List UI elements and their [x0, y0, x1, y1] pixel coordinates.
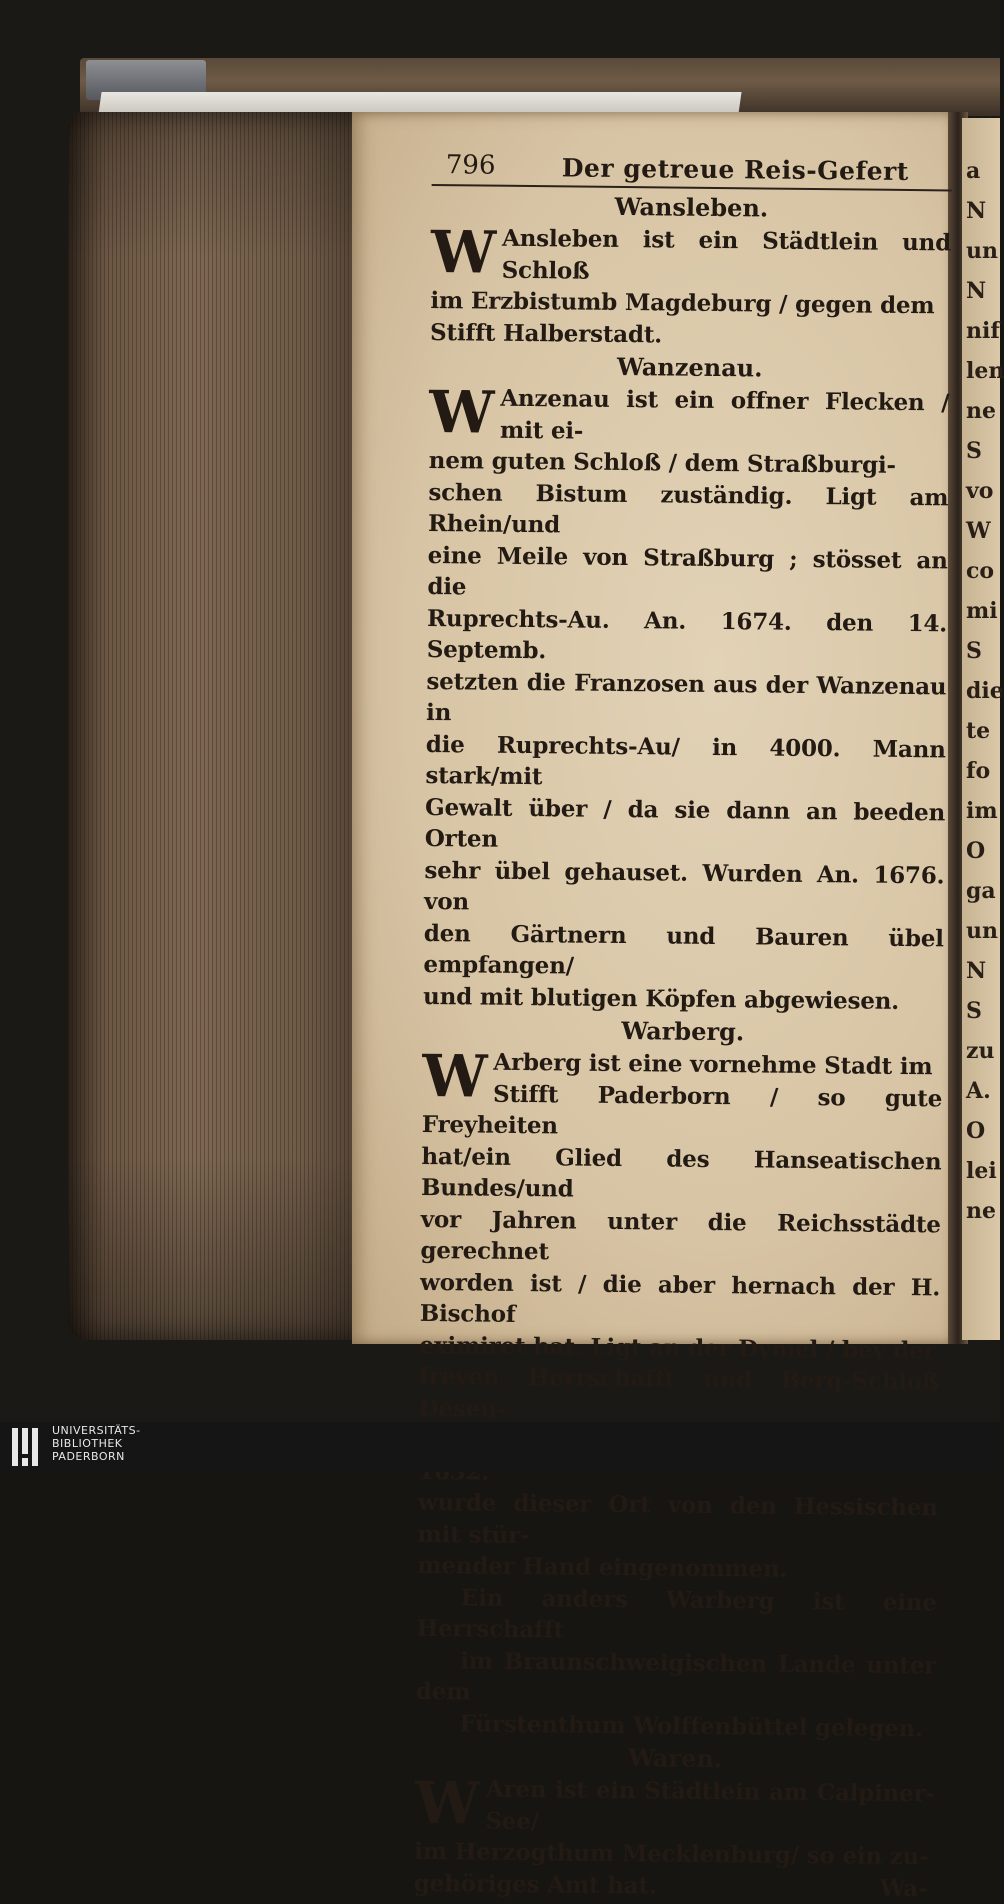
facing-page-fragment: vo [966, 478, 994, 504]
facing-page-fragment: N [966, 278, 987, 304]
text-line: eine Meile von Straßburg ; stösset an die [427, 541, 948, 601]
facing-page-fragment: un [966, 238, 998, 264]
text-line: den Gärtnern und Bauren übel empfangen/ [423, 919, 944, 980]
running-head: Der getreue Reis-Gefert [561, 153, 909, 186]
entry-paragraph [422, 377, 950, 1017]
facing-page-fragment: a [966, 158, 981, 184]
text-line: und mit blutigen Köpfen abgewiesen. [422, 982, 900, 1015]
entry-heading: Waren. [627, 1743, 723, 1774]
facing-page-fragment: O [966, 838, 986, 864]
facing-page-fragment: A. [966, 1078, 991, 1104]
facing-page-fragment: S [966, 438, 982, 464]
entry-paragraph [417, 1041, 943, 1587]
text-line: hat/ein Glied des Hanseatischen Bundes/und [420, 1142, 942, 1203]
text-line: mender Hand eingenommen. [417, 1551, 788, 1583]
text-line: Anzenau ist ein offner Flecken / mit ei- [499, 384, 950, 445]
text-line: Ansleben ist ein Städtlein und Schloß [501, 224, 952, 285]
initial-letter: W [428, 377, 495, 447]
library-name-line: PADERBORN [52, 1450, 125, 1463]
library-logo-icon [12, 1428, 42, 1466]
facing-page-fragment: te [966, 718, 991, 744]
facing-page-fragment: W [966, 518, 991, 544]
facing-page-fragment: lei [966, 1158, 997, 1184]
text-line: Gewalt über / da sie dann an beeden Orten [424, 793, 946, 853]
entry-paragraph [415, 1581, 937, 1744]
initial-letter: W [430, 217, 497, 287]
catchword: Wa- [879, 1874, 928, 1903]
text-line: sehr übel gehauset. Wurden An. 1676. von [423, 856, 945, 916]
text-line: Arberg ist eine vornehme Stadt im [493, 1048, 933, 1081]
page-number: 796 [445, 150, 496, 181]
text-line: Stifft Halberstadt. [429, 318, 663, 348]
page-header [432, 150, 952, 191]
entry-heading: Wansleben. [614, 191, 769, 223]
text-line: Stifft Paderborn / so gute Freyheiten [421, 1080, 943, 1140]
text-line: im Braunschweigischen Lande unter dem [415, 1646, 937, 1706]
text-line: eximiret hat. Ligt an der Dymel / bey der [419, 1331, 936, 1364]
text-line: setzten die Franzosen aus der Wanzenau in [425, 667, 947, 727]
footer-bar [0, 1422, 1000, 1472]
page-top-edge [98, 92, 741, 114]
page-text [414, 150, 952, 1904]
text-line: worden ist / die aber hernach der H. Bischof [419, 1268, 941, 1328]
text-line: im Erzbistumb Magdeburg / gegen dem [430, 286, 935, 320]
facing-page-fragment: ne [966, 398, 996, 424]
facing-page-fragment: die [966, 678, 1004, 704]
library-name [52, 1424, 141, 1463]
facing-page-fragment: len [966, 358, 1004, 384]
facing-page-fragment: S [966, 998, 982, 1024]
initial-letter: W [421, 1041, 488, 1111]
facing-page-fragment: mi [966, 598, 998, 624]
library-name-line: BIBLIOTHEK [52, 1437, 123, 1450]
text-line: nem guten Schloß / dem Straßburgi- [428, 446, 896, 479]
text-line: die Ruprechts-Au/ in 4000. Mann stark/mit [425, 730, 946, 791]
text-line: im Herzogthum Mecklenburg/ so ein zu- [414, 1837, 929, 1871]
entry-paragraph [429, 217, 952, 353]
facing-page-fragment: N [966, 198, 987, 224]
facing-page-fragment: zu [966, 1038, 995, 1064]
entries [414, 188, 952, 1904]
text-line: freyen Herrschafft und Berg-Schloß Desen- [418, 1362, 940, 1423]
text-line: vor Jahren unter die Reichsstädte gerechnet [420, 1205, 941, 1266]
text-line: Aren ist ein Städtlein am Calpiner-See/ [485, 1775, 935, 1835]
text-line: Ruprechts-Au. An. 1674. den 14. Septemb. [426, 604, 948, 665]
text-line: Fürstenthum Wolffenbüttel gelegen. [459, 1709, 924, 1742]
library-name-line: UNIVERSITÄTS- [52, 1424, 141, 1437]
text-line: gehöriges Amt hat. [413, 1869, 657, 1899]
facing-page-fragment: co [966, 558, 995, 584]
text-line: wurde dieser Ort von den Hessischen mit stür- [417, 1488, 938, 1549]
facing-page-fragment: fo [966, 758, 991, 784]
facing-page-fragment: O [966, 1118, 986, 1144]
facing-page-fragment: S [966, 638, 982, 664]
facing-page-fragment: N [966, 958, 987, 984]
entry-heading: Wanzenau. [616, 351, 763, 383]
text-line: schen Bistum zuständig. Ligt am Rhein/und [427, 478, 949, 539]
facing-page-fragment: im [966, 798, 998, 824]
facing-page-fragment: ne [966, 1198, 996, 1224]
facing-page-edge [962, 118, 1004, 1340]
initial-letter: W [414, 1768, 480, 1838]
facing-page-fragment: nif [966, 318, 1000, 344]
facing-page-fragment: un [966, 918, 998, 944]
text-line: Ein anders Warberg ist eine Herrschafft [416, 1583, 937, 1644]
entry-heading: Warberg. [621, 1016, 745, 1047]
facing-page-fragment: ga [966, 878, 996, 904]
